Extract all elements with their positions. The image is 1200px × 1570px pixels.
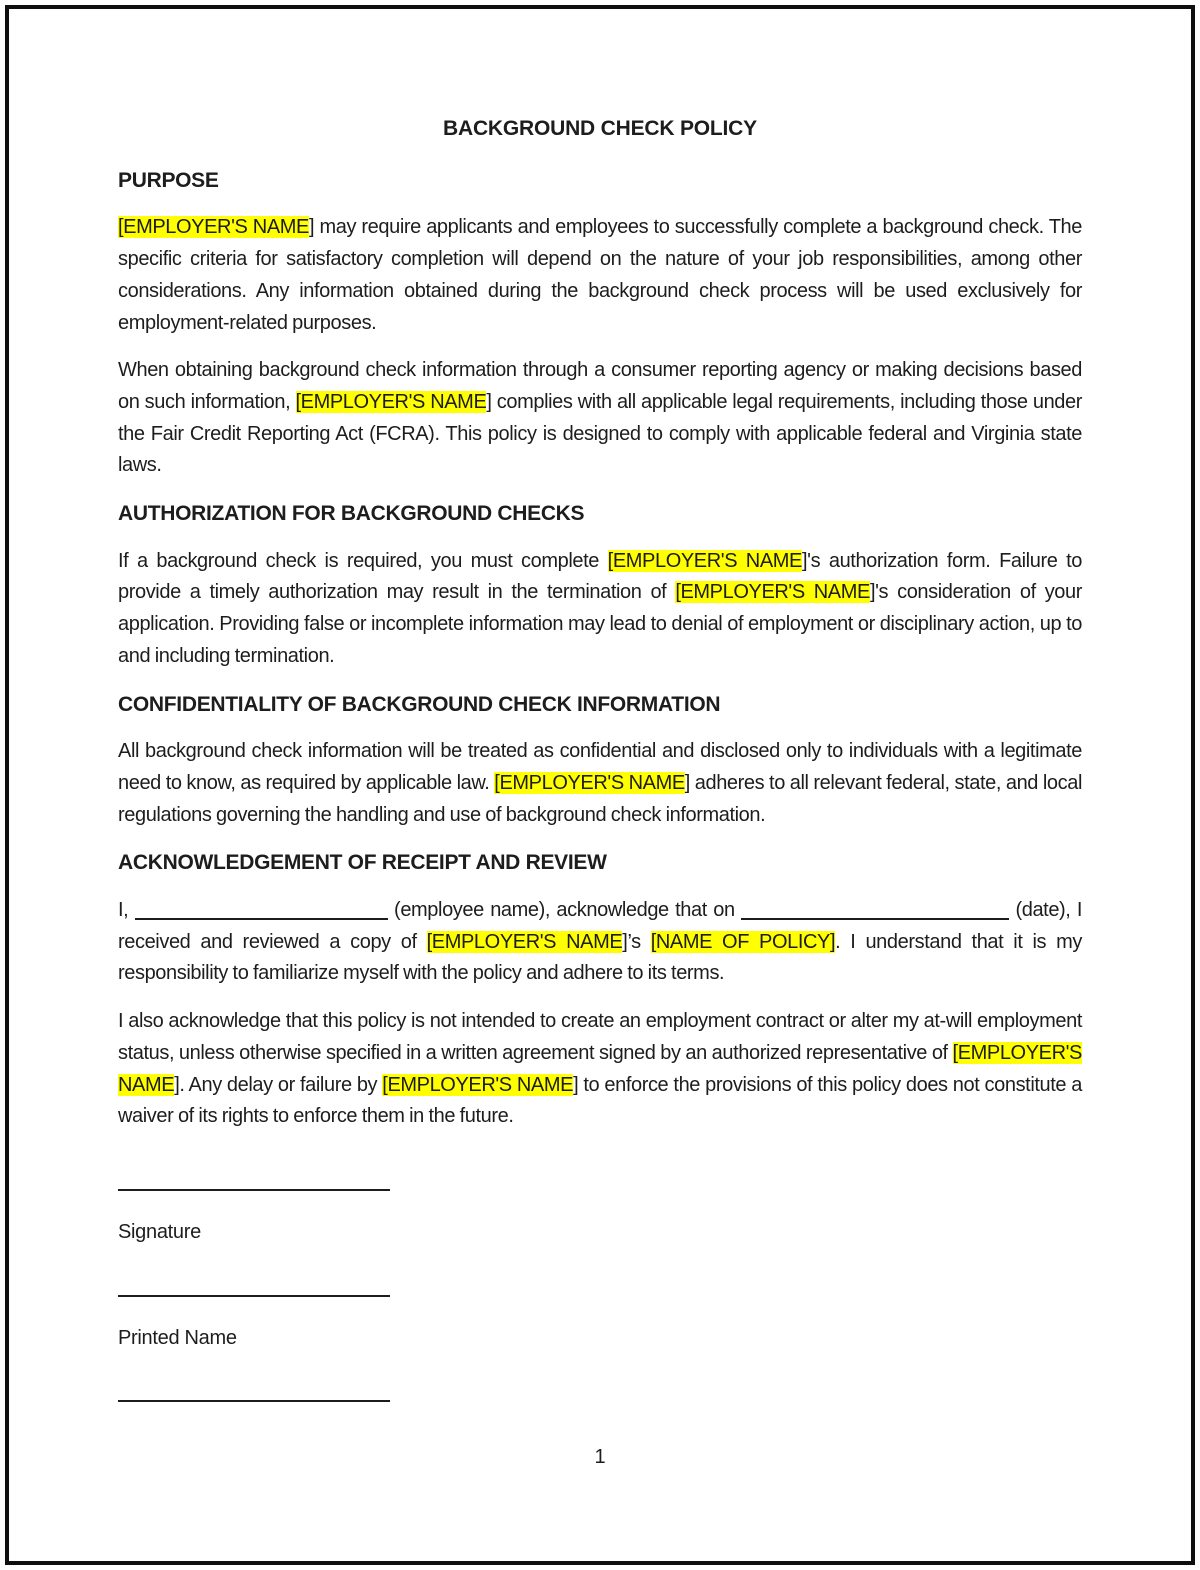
highlight-placeholder: [EMPLOYER'S NAME — [118, 216, 309, 239]
text-run: ]'s consideration of your application. Providing false or incomplete information may lead to denial of employment or disciplinary action, up to and including termination. — [118, 581, 1083, 667]
paragraph — [118, 895, 1082, 990]
text-run: ] complies with all applicable legal requirements, including those under the Fair Credit Reporting Act (FCRA). This policy is designed to comply with applicable federal and Virginia state laws. — [118, 390, 1082, 477]
highlight-placeholder: [NAME OF POLICY] — [650, 930, 836, 953]
text-run: ]'s authorization form. Failure to provide a timely authorization may result in the termination of — [118, 549, 1082, 604]
page-number: 1 — [594, 1446, 606, 1469]
paragraph — [118, 736, 1082, 831]
signature-block — [118, 1189, 1082, 1402]
text-run: If a background check is required, you must complete — [118, 549, 608, 572]
signature-line — [118, 1295, 390, 1297]
highlight-placeholder: [EMPLOYER'S NAME — [494, 771, 685, 794]
text-run: All background check information will be treated as confidential and disclosed only to individuals with a legitimate need to know, as required by applicable law. — [118, 740, 1082, 794]
highlight-placeholder: [EMPLOYER'S NAME — [675, 581, 870, 604]
signature-label: Signature — [118, 1220, 201, 1243]
paragraph — [118, 1006, 1082, 1133]
paragraph — [118, 355, 1082, 482]
highlight-placeholder: [EMPLOYER'S NAME — [295, 390, 487, 413]
text-run: (date), I received and reviewed a copy of — [118, 899, 1082, 953]
paragraph — [118, 546, 1082, 673]
document-page — [9, 9, 1191, 1474]
highlight-placeholder: [EMPLOYER'S NAME — [426, 930, 623, 953]
page-border — [5, 5, 1195, 1565]
text-run: . I understand that it is my responsibility to familiarize myself with the policy and adhere to its terms. — [118, 930, 1082, 985]
highlight-placeholder: [EMPLOYER'S NAME — [607, 549, 802, 572]
text-run: ] adheres to all relevant federal, state, and local regulations governing the handling and use of background check information. — [118, 771, 1082, 826]
section-heading: AUTHORIZATION FOR BACKGROUND CHECKS — [118, 502, 585, 526]
signature-line — [118, 1189, 390, 1191]
text-run: (employee name), acknowledge that on — [387, 899, 742, 922]
fill-in-blank — [135, 904, 388, 920]
section-heading: CONFIDENTIALITY OF BACKGROUND CHECK INFORMATION — [118, 692, 721, 716]
highlight-placeholder: [EMPLOYER'S NAME — [118, 1041, 1082, 1096]
section-heading: PURPOSE — [118, 168, 219, 192]
highlight-placeholder: [EMPLOYER'S NAME — [382, 1073, 574, 1096]
text-run: ]. Any delay or failure by — [174, 1073, 383, 1096]
text-run: When obtaining background check information through a consumer reporting agency or making decisions based on such information, — [118, 359, 1082, 413]
signature-label: Printed Name — [118, 1326, 237, 1349]
text-run: I, — [118, 899, 135, 922]
fill-in-blank — [741, 904, 1009, 920]
paragraph — [118, 212, 1082, 339]
signature-line — [118, 1400, 390, 1402]
text-run: ] to enforce the provisions of this policy does not constitute a waiver of its rights to enforce them in the future. — [118, 1073, 1082, 1128]
section-heading: ACKNOWLEDGEMENT OF RECEIPT AND REVIEW — [118, 851, 607, 875]
text-run: ] may require applicants and employees to successfully complete a background check. The specific criteria for satisfactory completion will depend on the nature of your job responsibilities, among other considerations. Any information obtained during the background check process will be used exclusively for employment-related purposes. — [118, 216, 1082, 334]
text-run: I also acknowledge that this policy is not intended to create an employment contract or alter my at-will employment status, unless otherwise specified in a written agreement signed by an authorized representative of — [118, 1010, 1082, 1064]
text-run: ]’s — [622, 930, 651, 953]
document-title: BACKGROUND CHECK POLICY — [443, 117, 757, 140]
document-sections — [118, 165, 1082, 1133]
